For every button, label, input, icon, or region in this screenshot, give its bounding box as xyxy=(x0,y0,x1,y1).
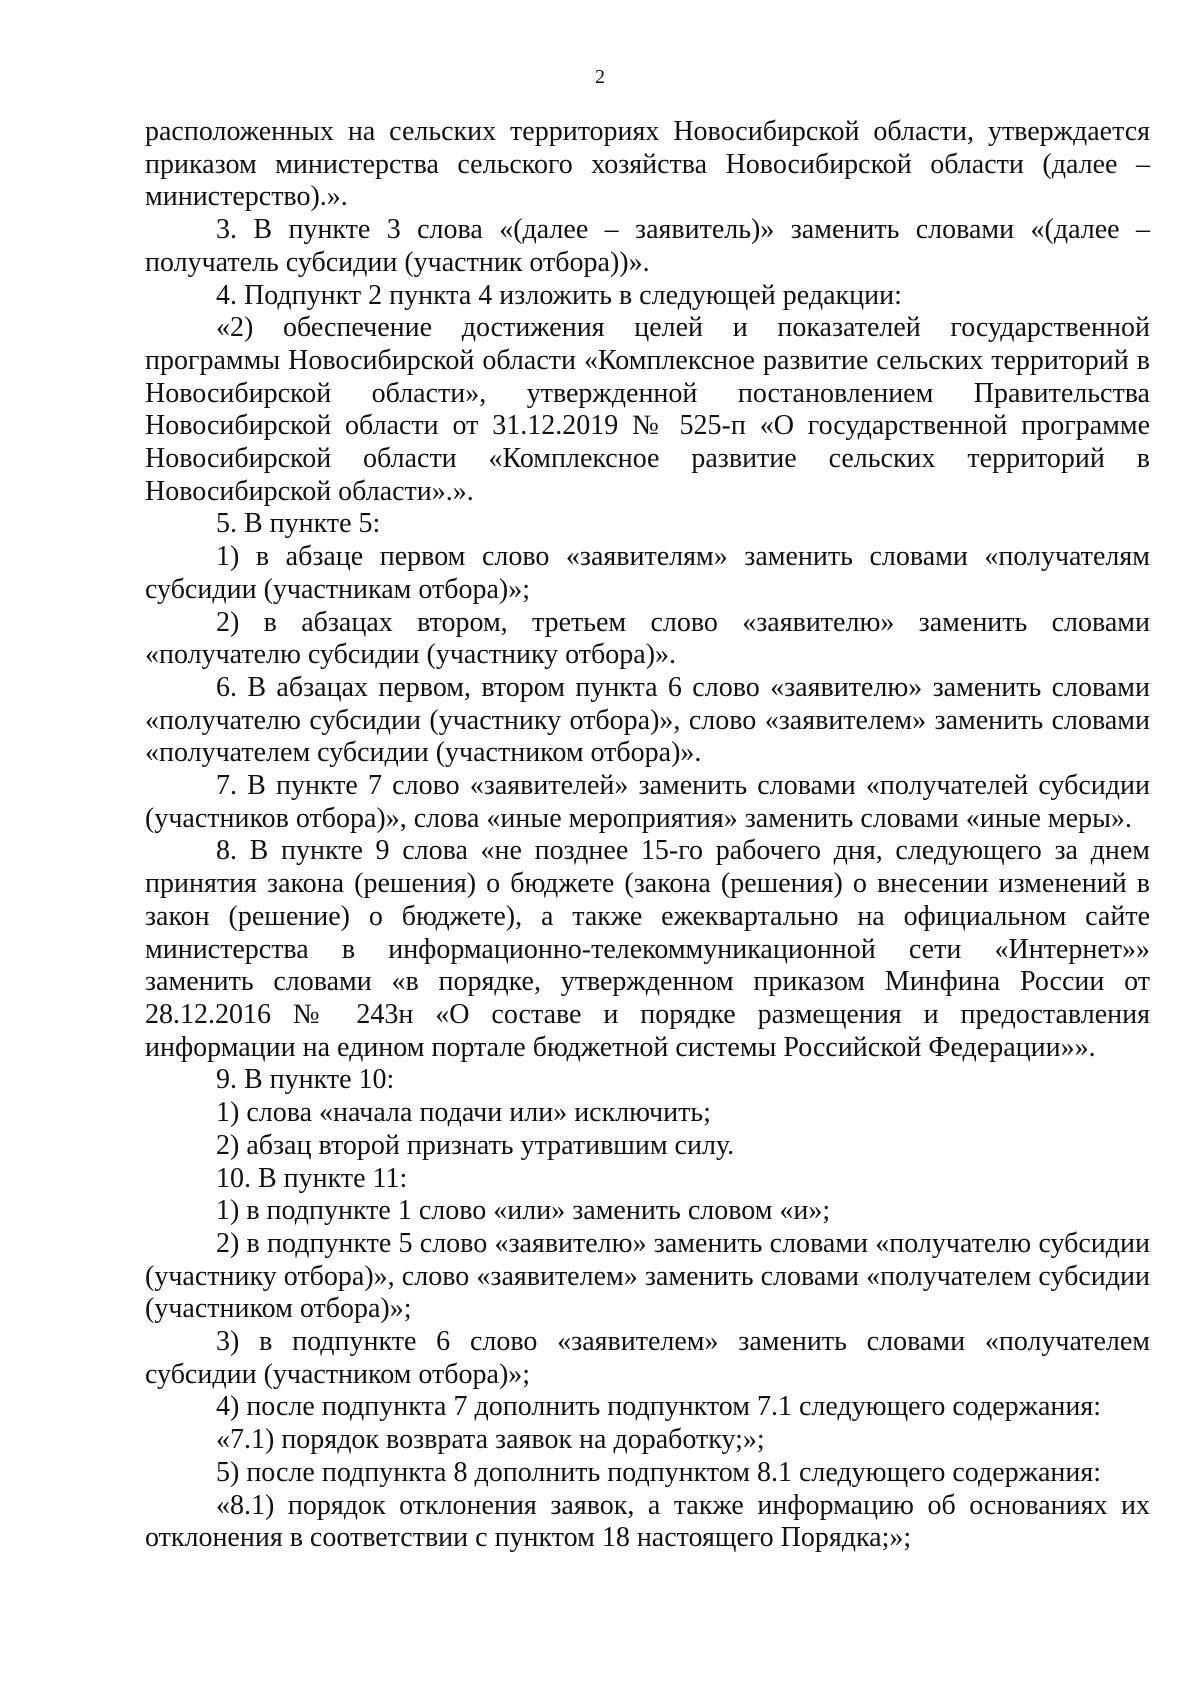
paragraph: 5. В пункте 5: xyxy=(216,508,381,540)
paragraph: 10. В пункте 11: xyxy=(216,1162,408,1194)
paragraph: 2) в подпункте 5 слово «заявителю» заменить словами «получателю субсидии (участнику отбора)», слово «заявителем» заменить словами «получателем субсидии (участником отбора)»; xyxy=(145,1227,1150,1325)
paragraph: 2) в абзацах втором, третьем слово «заявителю» заменить словами «получателю субсидии (участнику отбора)». xyxy=(145,606,1150,671)
paragraph: 8. В пункте 9 слова «не позднее 15-го рабочего дня, следующего за днем принятия закона (решения) о бюджете (закона (решения) о внесении изменений в закон (решение) о бюджете), а также ежеквартально на официальном сайте министерства в информационно-телекоммуникационной сети «Интернет»» заменить словами «в порядке, утвержденном приказом Минфина России от 28.12.2016 № 243н «О составе и порядке размещения и предоставления информации на едином портале бюджетной системы Российской Федерации»». xyxy=(145,835,1150,1063)
paragraph: расположенных на сельских территориях Новосибирской области, утверждается приказом министерства сельского хозяйства Новосибирской области (далее – министерство).». xyxy=(145,116,1150,213)
paragraph: 4) после подпункта 7 дополнить подпунктом 7.1 следующего содержания: xyxy=(216,1391,1102,1423)
paragraph: 3. В пункте 3 слова «(далее – заявитель)» заменить словами «(далее – получатель субсидии (участник отбора))». xyxy=(145,214,1150,278)
paragraph: «2) обеспечение достижения целей и показателей государственной программы Новосибирской области «Комплексное развитие сельских территорий в Новосибирской области», утвержденной постановлением Правительства Новосибирской области от 31.12.2019 № 525-п «О государственной программе Новосибирской области «Комплексное развитие сельских территорий в Новосибирской области».». xyxy=(145,312,1150,507)
paragraph: 1) в абзаце первом слово «заявителям» заменить словами «получателям субсидии (участникам отбора)»; xyxy=(145,541,1150,605)
page-number: 2 xyxy=(595,66,605,88)
paragraph: 6. В абзацах первом, втором пункта 6 слово «заявителю» заменить словами «получателю субсидии (участнику отбора)», слово «заявителем» заменить словами «получателем субсидии (участником отбора)». xyxy=(145,671,1150,769)
paragraph: 2) абзац второй признать утратившим силу. xyxy=(216,1129,735,1161)
paragraph: 7. В пункте 7 слово «заявителей» заменить словами «получателей субсидии (участников отбора)», слова «иные мероприятия» заменить словами «иные меры». xyxy=(145,770,1150,834)
document-body xyxy=(145,116,1150,1555)
paragraph: 3) в подпункте 6 слово «заявителем» заменить словами «получателем субсидии (участником отбора)»; xyxy=(145,1326,1150,1390)
paragraph: «7.1) порядок возврата заявок на доработку;»; xyxy=(216,1424,765,1456)
paragraph: 1) в подпункте 1 слово «или» заменить словом «и»; xyxy=(216,1195,831,1227)
paragraph: 5) после подпункта 8 дополнить подпунктом 8.1 следующего содержания: xyxy=(216,1456,1102,1488)
paragraph: 1) слова «начала подачи или» исключить; xyxy=(216,1097,711,1129)
paragraph: 4. Подпункт 2 пункта 4 изложить в следующей редакции: xyxy=(216,279,902,311)
paragraph: 9. В пункте 10: xyxy=(216,1064,395,1096)
paragraph: «8.1) порядок отклонения заявок, а также информацию об основаниях их отклонения в соответствии с пунктом 18 настоящего Порядка;»; xyxy=(145,1489,1150,1554)
